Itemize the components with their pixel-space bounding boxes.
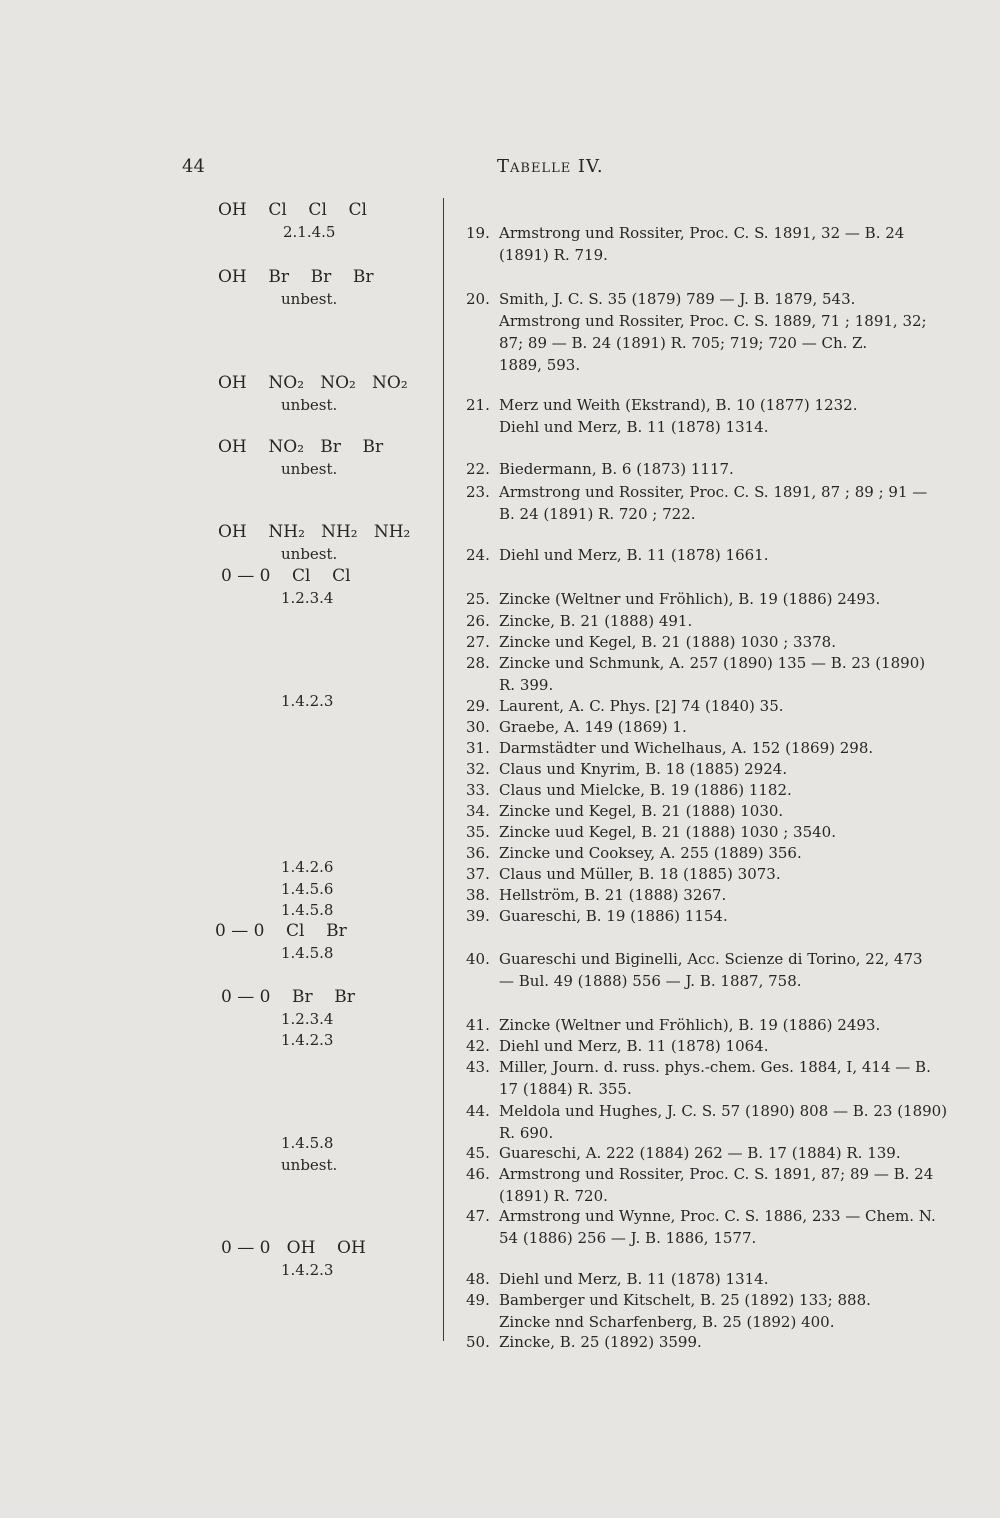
reference-line: Diehl und Merz, B. 11 (1878) 1314. [499, 1270, 769, 1288]
reference-entry [466, 884, 946, 906]
formula-row: OH NO₂ Br Br [218, 437, 384, 457]
reference-entry [466, 758, 946, 780]
reference-number: 37. [466, 865, 490, 883]
reference-number: 19. [466, 224, 490, 242]
reference-text [499, 1035, 946, 1057]
reference-line: Armstrong und Wynne, Proc. C. S. 1886, 233 — Chem. N. [499, 1207, 936, 1225]
reference-text [499, 610, 946, 632]
reference-line: Diehl und Merz, B. 11 (1878) 1314. [499, 418, 769, 436]
reference-text [499, 737, 946, 759]
reference-entry [466, 695, 946, 717]
reference-number: 27. [466, 633, 490, 651]
reference-text [499, 394, 946, 438]
reference-line: (1891) R. 719. [499, 246, 608, 264]
reference-text [499, 716, 946, 738]
reference-line: R. 399. [499, 676, 554, 694]
reference-text [499, 758, 946, 780]
reference-text [499, 1142, 946, 1164]
reference-text [499, 588, 946, 610]
reference-line: Laurent, A. C. Phys. [2] 74 (1840) 35. [499, 697, 784, 715]
reference-number: 28. [466, 654, 490, 672]
reference-text [499, 695, 946, 717]
reference-entry [466, 1331, 946, 1353]
reference-number: 46. [466, 1165, 490, 1183]
reference-entry [466, 1163, 946, 1207]
reference-line: Armstrong und Rossiter, Proc. C. S. 1891, 32 — B. 24 [499, 224, 905, 242]
reference-number: 31. [466, 739, 490, 757]
reference-number: 36. [466, 844, 490, 862]
reference-number: 21. [466, 396, 490, 414]
reference-line: Biedermann, B. 6 (1873) 1117. [499, 460, 734, 478]
reference-line: Zincke und Schmunk, A. 257 (1890) 135 — B. 23 (1890) [499, 654, 926, 672]
reference-line: Guareschi und Biginelli, Acc. Scienze di Torino, 22, 473 [499, 950, 923, 968]
reference-line: Zincke und Kegel, B. 21 (1888) 1030. [499, 802, 784, 820]
position-label: unbest. [281, 460, 338, 478]
reference-line: Zincke und Cooksey, A. 255 (1889) 356. [499, 844, 802, 862]
reference-entry [466, 842, 946, 864]
reference-number: 34. [466, 802, 490, 820]
reference-line: Merz und Weith (Ekstrand), B. 10 (1877) 1232. [499, 396, 858, 414]
reference-number: 45. [466, 1144, 490, 1162]
reference-line: Guareschi, B. 19 (1886) 1154. [499, 907, 728, 925]
reference-entry [466, 1289, 946, 1333]
reference-entry [466, 779, 946, 801]
formula-row: 0 — 0 Cl Cl [221, 566, 351, 586]
reference-entry [466, 863, 946, 885]
reference-line: 1889, 593. [499, 356, 581, 374]
formula-row: OH Br Br Br [218, 267, 374, 287]
position-label: 1.2.3.4 [281, 589, 334, 607]
position-label: 1.4.5.8 [281, 1134, 334, 1152]
position-label: 1.4.2.6 [281, 858, 334, 876]
reference-text [499, 948, 946, 992]
reference-entry [466, 1205, 946, 1249]
reference-entry [466, 652, 946, 696]
reference-text [499, 1056, 946, 1100]
reference-line: Bamberger und Kitschelt, B. 25 (1892) 133; 888. [499, 1291, 871, 1309]
reference-text [499, 481, 946, 525]
reference-line: Meldola und Hughes, J. C. S. 57 (1890) 808 — B. 23 (1890) [499, 1102, 948, 1120]
reference-line: Zincke, B. 21 (1888) 491. [499, 612, 693, 630]
reference-entry [466, 716, 946, 738]
reference-entry [466, 905, 946, 927]
reference-number: 35. [466, 823, 490, 841]
reference-entry [466, 481, 946, 525]
reference-line: Zincke, B. 25 (1892) 3599. [499, 1333, 702, 1351]
formula-row: 0 — 0 OH OH [221, 1238, 366, 1258]
position-label: 1.4.2.3 [281, 1261, 334, 1279]
reference-line: Zincke (Weltner und Fröhlich), B. 19 (1886) 2493. [499, 1016, 881, 1034]
reference-line: Guareschi, A. 222 (1884) 262 — B. 17 (1884) R. 139. [499, 1144, 901, 1162]
reference-text [499, 821, 946, 843]
reference-text [499, 779, 946, 801]
reference-line: Claus und Müller, B. 18 (1885) 3073. [499, 865, 781, 883]
reference-line: Darmstädter und Wichelhaus, A. 152 (1869) 298. [499, 739, 874, 757]
reference-line: Miller, Journ. d. russ. phys.-chem. Ges. 1884, I, 414 — B. [499, 1058, 931, 1076]
reference-number: 30. [466, 718, 490, 736]
reference-text [499, 458, 946, 480]
reference-entry [466, 821, 946, 843]
position-label: 2.1.4.5 [283, 223, 336, 241]
reference-number: 40. [466, 950, 490, 968]
reference-line: Claus und Mielcke, B. 19 (1886) 1182. [499, 781, 792, 799]
reference-number: 26. [466, 612, 490, 630]
reference-number: 25. [466, 590, 490, 608]
reference-text [499, 1205, 946, 1249]
reference-entry [466, 394, 946, 438]
reference-text [499, 1331, 946, 1353]
reference-line: Armstrong und Rossiter, Proc. C. S. 1889, 71 ; 1891, 32; [499, 312, 927, 330]
running-title: Tabelle IV. [497, 156, 604, 177]
reference-text [499, 1014, 946, 1036]
reference-line: Diehl und Merz, B. 11 (1878) 1661. [499, 546, 769, 564]
reference-number: 43. [466, 1058, 490, 1076]
reference-text [499, 863, 946, 885]
reference-line: Zincke nnd Scharfenberg, B. 25 (1892) 400. [499, 1313, 835, 1331]
reference-line: Smith, J. C. S. 35 (1879) 789 — J. B. 1879, 543. [499, 290, 856, 308]
reference-number: 32. [466, 760, 490, 778]
reference-entry [466, 610, 946, 632]
reference-number: 49. [466, 1291, 490, 1309]
reference-entry [466, 800, 946, 822]
reference-entry [466, 458, 946, 480]
reference-line: B. 24 (1891) R. 720 ; 722. [499, 505, 696, 523]
reference-line: Armstrong und Rossiter, Proc. C. S. 1891, 87 ; 89 ; 91 — [499, 483, 928, 501]
reference-line: Graebe, A. 149 (1869) 1. [499, 718, 687, 736]
position-label: 1.4.5.8 [281, 901, 334, 919]
reference-entry [466, 1100, 946, 1144]
reference-number: 33. [466, 781, 490, 799]
reference-number: 23. [466, 483, 490, 501]
reference-line: Zincke uud Kegel, B. 21 (1888) 1030 ; 3540. [499, 823, 836, 841]
position-label: 1.4.5.6 [281, 880, 334, 898]
reference-line: 54 (1886) 256 — J. B. 1886, 1577. [499, 1229, 757, 1247]
position-label: unbest. [281, 290, 338, 308]
formula-row: OH NH₂ NH₂ NH₂ [218, 522, 411, 542]
position-label: unbest. [281, 1156, 338, 1174]
reference-entry [466, 1142, 946, 1164]
position-label: 1.4.2.3 [281, 1031, 334, 1049]
reference-number: 24. [466, 546, 490, 564]
reference-number: 22. [466, 460, 490, 478]
reference-entry [466, 222, 946, 266]
reference-text [499, 1163, 946, 1207]
reference-line: Diehl und Merz, B. 11 (1878) 1064. [499, 1037, 769, 1055]
reference-entry [466, 737, 946, 759]
reference-number: 42. [466, 1037, 490, 1055]
reference-text [499, 1100, 946, 1144]
formula-row: 0 — 0 Cl Br [215, 921, 347, 941]
reference-line: 87; 89 — B. 24 (1891) R. 705; 719; 720 — Ch. Z. [499, 334, 868, 352]
reference-text [499, 652, 946, 696]
reference-entry [466, 1056, 946, 1100]
reference-entry [466, 631, 946, 653]
reference-entry [466, 1035, 946, 1057]
reference-text [499, 905, 946, 927]
reference-entry [466, 288, 946, 376]
position-label: 1.4.5.8 [281, 944, 334, 962]
reference-entry [466, 948, 946, 992]
reference-text [499, 631, 946, 653]
reference-text [499, 222, 946, 266]
position-label: 1.2.3.4 [281, 1010, 334, 1028]
reference-line: Zincke und Kegel, B. 21 (1888) 1030 ; 3378. [499, 633, 836, 651]
reference-text [499, 842, 946, 864]
reference-text [499, 800, 946, 822]
formula-row: OH NO₂ NO₂ NO₂ [218, 373, 408, 393]
reference-text [499, 288, 946, 376]
position-label: unbest. [281, 396, 338, 414]
reference-number: 29. [466, 697, 490, 715]
reference-line: (1891) R. 720. [499, 1187, 608, 1205]
reference-line: R. 690. [499, 1124, 554, 1142]
reference-number: 20. [466, 290, 490, 308]
reference-line: — Bul. 49 (1888) 556 — J. B. 1887, 758. [499, 972, 802, 990]
position-label: 1.4.2.3 [281, 692, 334, 710]
reference-entry [466, 1014, 946, 1036]
reference-text [499, 544, 946, 566]
reference-text [499, 1289, 946, 1333]
reference-line: Zincke (Weltner und Fröhlich), B. 19 (1886) 2493. [499, 590, 881, 608]
formula-row: 0 — 0 Br Br [221, 987, 355, 1007]
reference-entry [466, 544, 946, 566]
page-number: 44 [182, 156, 205, 177]
reference-number: 44. [466, 1102, 490, 1120]
formula-row: OH Cl Cl Cl [218, 200, 367, 220]
reference-number: 50. [466, 1333, 490, 1351]
reference-number: 41. [466, 1016, 490, 1034]
reference-number: 39. [466, 907, 490, 925]
position-label: unbest. [281, 545, 338, 563]
reference-line: Armstrong und Rossiter, Proc. C. S. 1891, 87; 89 — B. 24 [499, 1165, 934, 1183]
reference-line: Claus und Knyrim, B. 18 (1885) 2924. [499, 760, 788, 778]
reference-number: 38. [466, 886, 490, 904]
reference-entry [466, 588, 946, 610]
reference-number: 48. [466, 1270, 490, 1288]
reference-line: 17 (1884) R. 355. [499, 1080, 632, 1098]
reference-number: 47. [466, 1207, 490, 1225]
reference-text [499, 1268, 946, 1290]
reference-line: Hellström, B. 21 (1888) 3267. [499, 886, 727, 904]
reference-entry [466, 1268, 946, 1290]
reference-text [499, 884, 946, 906]
